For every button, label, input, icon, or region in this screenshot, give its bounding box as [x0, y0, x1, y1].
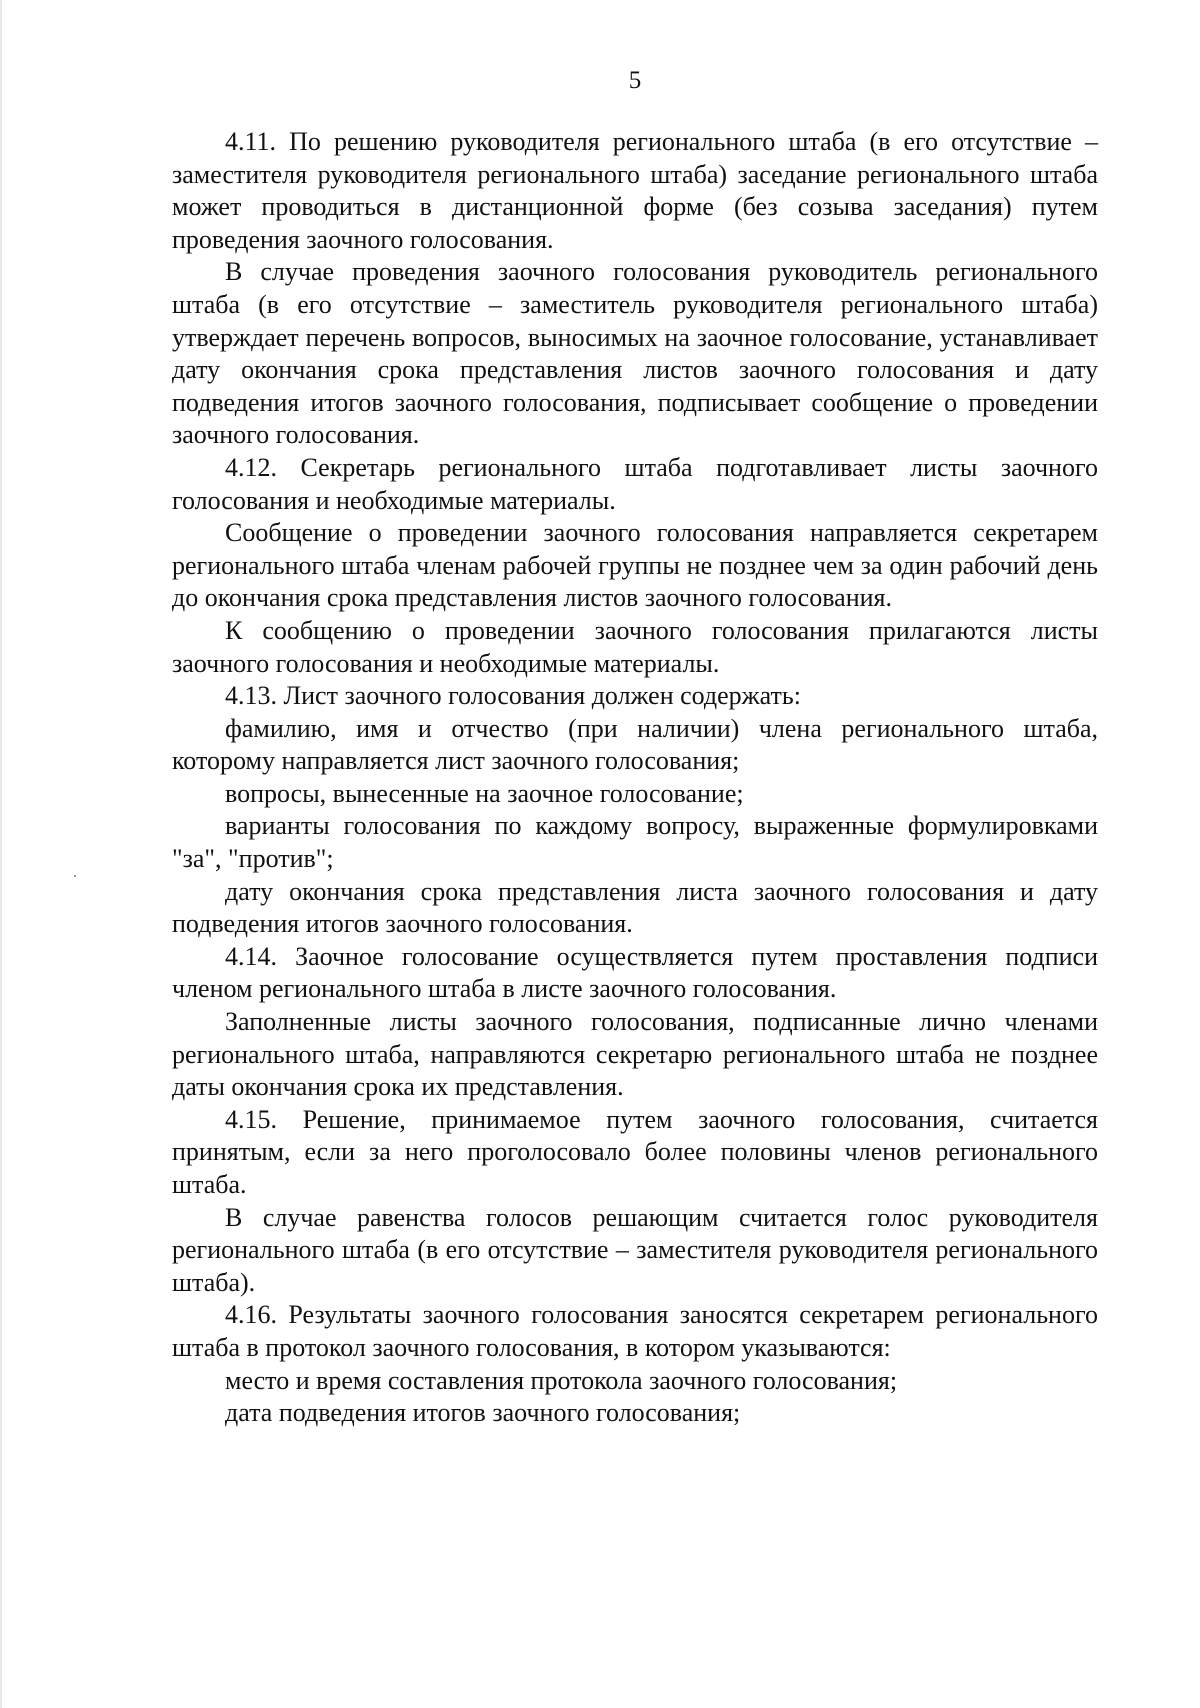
paragraph-4-14: 4.14. Заочное голосование осуществляется путем проставления подписи членом регионального штаба в листе заочного голосования.: [172, 941, 1098, 1004]
paragraph-4-11-procedure: В случае проведения заочного голосования руководитель регионального штаба (в его отсутствие – заместитель руководителя регионального штаба) утверждает перечень вопросов, выносимых на заочное голосование, устанавливает дату окончания срока представления листов заочного голосования и дату подведения итогов заочного голосования, подписывает сообщение о проведении заочного голосования.: [172, 257, 1098, 450]
paragraph-4-11: 4.11. По решению руководителя регионального штаба (в его отсутствие – заместителя руководителя регионального штаба) заседание регионального штаба может проводиться в дистанционной форме (без созыва заседания) путем проведения заочного голосования.: [172, 127, 1098, 254]
paragraph-4-13: 4.13. Лист заочного голосования должен содержать:: [225, 681, 801, 711]
paragraph-4-15: 4.15. Решение, принимаемое путем заочного голосования, считается принятым, если за него проголосовало более половины членов регионального штаба.: [172, 1104, 1098, 1199]
paragraph-4-12-message: Сообщение о проведении заочного голосования направляется секретарем регионального штаба членам рабочей группы не позднее чем за один рабочий день до окончания срока представления листов заочного голосования.: [172, 518, 1098, 613]
list-item-dates: дату окончания срока представления листа заочного голосования и дату подведения итогов заочного голосования.: [172, 876, 1098, 939]
paragraph-4-12-attachments: К сообщению о проведении заочного голосования прилагаются листы заочного голосования и необходимые материалы.: [172, 615, 1098, 678]
paragraph-4-15-tie: В случае равенства голосов решающим считается голос руководителя регионального штаба (в его отсутствие – заместителя руководителя регионального штаба).: [172, 1202, 1098, 1297]
scan-edge: [0, 0, 2, 1708]
paragraph-4-14-filled-sheets: Заполненные листы заочного голосования, подписанные лично членами регионального штаба, направляются секретарю регионального штаба не позднее даты окончания срока их представления.: [172, 1007, 1098, 1102]
scan-speck: [74, 875, 76, 877]
list-item-full-name: фамилию, имя и отчество (при наличии) члена регионального штаба, которому направляется лист заочного голосования;: [172, 713, 1098, 776]
list-item-voting-options: варианты голосования по каждому вопросу, выраженные формулировками "за", "против";: [172, 811, 1098, 874]
list-item-questions: вопросы, вынесенные на заочное голосование;: [225, 778, 744, 808]
list-item-place-time: место и время составления протокола заочного голосования;: [225, 1365, 898, 1395]
paragraph-4-16: 4.16. Результаты заочного голосования заносятся секретарем регионального штаба в протокол заочного голосования, в котором указываются:: [172, 1300, 1098, 1362]
document-body: [172, 126, 1098, 1430]
list-item-results-date: дата подведения итогов заочного голосования;: [225, 1398, 741, 1428]
paragraph-4-12: 4.12. Секретарь регионального штаба подготавливает листы заочного голосования и необходимые материалы.: [172, 452, 1098, 515]
page-number: 5: [628, 67, 642, 94]
